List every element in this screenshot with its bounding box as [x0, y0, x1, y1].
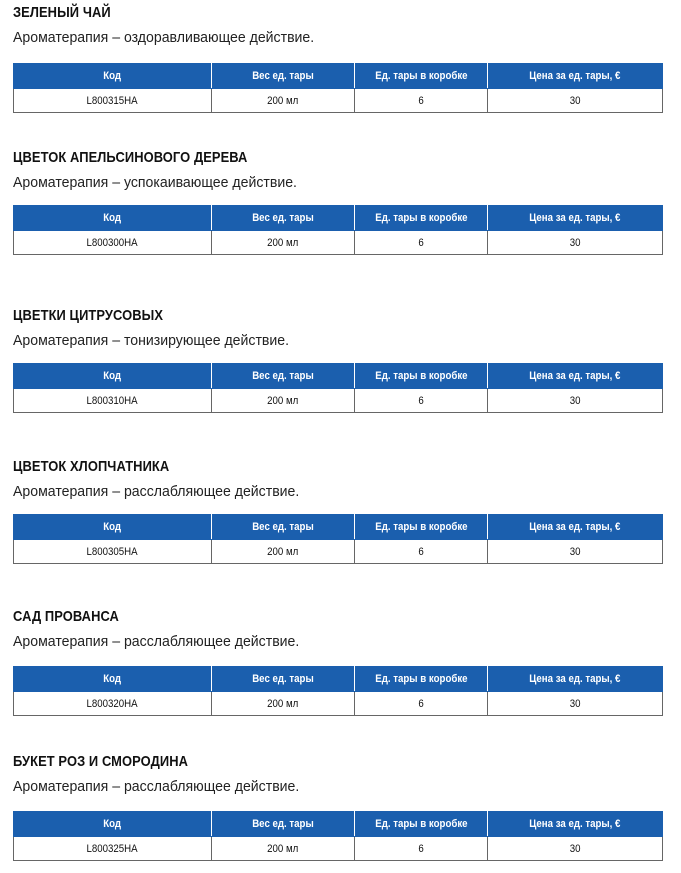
product-description: Ароматерапия – расслабляющее действие. [13, 633, 300, 650]
header-weight: Вес ед. тары [212, 667, 355, 692]
cell-units: 6 [355, 540, 488, 564]
cell-code: L800325HA [14, 837, 212, 861]
cell-units: 6 [355, 231, 488, 255]
header-price: Цена за ед. тары, € [488, 64, 663, 89]
cell-units: 6 [355, 692, 488, 716]
product-table [13, 666, 663, 716]
header-weight: Вес ед. тары [212, 64, 355, 89]
product-title: БУКЕТ РОЗ И СМОРОДИНА [13, 753, 189, 770]
header-units: Ед. тары в коробке [355, 64, 488, 89]
product-title: ЦВЕТКИ ЦИТРУСОВЫХ [13, 307, 164, 324]
cell-weight: 200 мл [212, 231, 355, 255]
header-code: Код [14, 206, 212, 231]
cell-code: L800305HA [14, 540, 212, 564]
product-description: Ароматерапия – успокаивающее действие. [13, 174, 297, 191]
header-price: Цена за ед. тары, € [488, 515, 663, 540]
header-price: Цена за ед. тары, € [488, 364, 663, 389]
product-title: ЦВЕТОК АПЕЛЬСИНОВОГО ДЕРЕВА [13, 149, 248, 166]
product-table [13, 363, 663, 413]
table-row [14, 837, 663, 861]
header-code: Код [14, 364, 212, 389]
header-code: Код [14, 515, 212, 540]
product-title: ЦВЕТОК ХЛОПЧАТНИКА [13, 458, 170, 475]
cell-units: 6 [355, 389, 488, 413]
cell-price: 30 [488, 540, 663, 564]
product-table [13, 205, 663, 255]
header-price: Цена за ед. тары, € [488, 206, 663, 231]
header-code: Код [14, 64, 212, 89]
product-description: Ароматерапия – тонизирующее действие. [13, 332, 290, 349]
table-header-row [14, 812, 663, 837]
header-weight: Вес ед. тары [212, 206, 355, 231]
product-title: ЗЕЛЕНЫЙ ЧАЙ [13, 4, 111, 21]
product-section-green-tea [13, 3, 662, 107]
header-units: Ед. тары в коробке [355, 206, 488, 231]
cell-code: L800300HA [14, 231, 212, 255]
table-row [14, 540, 663, 564]
cell-price: 30 [488, 231, 663, 255]
cell-price: 30 [488, 837, 663, 861]
product-table [13, 514, 663, 564]
table-row [14, 389, 663, 413]
table-header-row [14, 667, 663, 692]
cell-price: 30 [488, 89, 663, 113]
header-weight: Вес ед. тары [212, 515, 355, 540]
cell-price: 30 [488, 389, 663, 413]
cell-weight: 200 мл [212, 540, 355, 564]
cell-price: 30 [488, 692, 663, 716]
product-description: Ароматерапия – оздоравливающее действие. [13, 29, 315, 46]
table-header-row [14, 206, 663, 231]
cell-units: 6 [355, 89, 488, 113]
product-table [13, 63, 663, 113]
product-description: Ароматерапия – расслабляющее действие. [13, 483, 300, 500]
product-section-rose-currant [13, 752, 662, 855]
product-section-citrus-flowers [13, 306, 662, 407]
header-price: Цена за ед. тары, € [488, 812, 663, 837]
product-section-orange-blossom [13, 148, 662, 249]
cell-code: L800310HA [14, 389, 212, 413]
header-units: Ед. тары в коробке [355, 667, 488, 692]
header-units: Ед. тары в коробке [355, 515, 488, 540]
table-row [14, 89, 663, 113]
table-header-row [14, 364, 663, 389]
header-weight: Вес ед. тары [212, 812, 355, 837]
table-header-row [14, 64, 663, 89]
product-table [13, 811, 663, 861]
header-units: Ед. тары в коробке [355, 364, 488, 389]
cell-weight: 200 мл [212, 692, 355, 716]
cell-units: 6 [355, 837, 488, 861]
header-code: Код [14, 812, 212, 837]
table-header-row [14, 515, 663, 540]
product-description: Ароматерапия – расслабляющее действие. [13, 778, 300, 795]
product-section-cotton-flower [13, 457, 662, 558]
table-row [14, 231, 663, 255]
header-weight: Вес ед. тары [212, 364, 355, 389]
cell-code: L800320HA [14, 692, 212, 716]
header-price: Цена за ед. тары, € [488, 667, 663, 692]
cell-weight: 200 мл [212, 89, 355, 113]
header-code: Код [14, 667, 212, 692]
product-title: САД ПРОВАНСА [13, 608, 119, 625]
cell-code: L800315HA [14, 89, 212, 113]
table-row [14, 692, 663, 716]
product-section-provence-garden [13, 607, 662, 710]
cell-weight: 200 мл [212, 389, 355, 413]
header-units: Ед. тары в коробке [355, 812, 488, 837]
cell-weight: 200 мл [212, 837, 355, 861]
